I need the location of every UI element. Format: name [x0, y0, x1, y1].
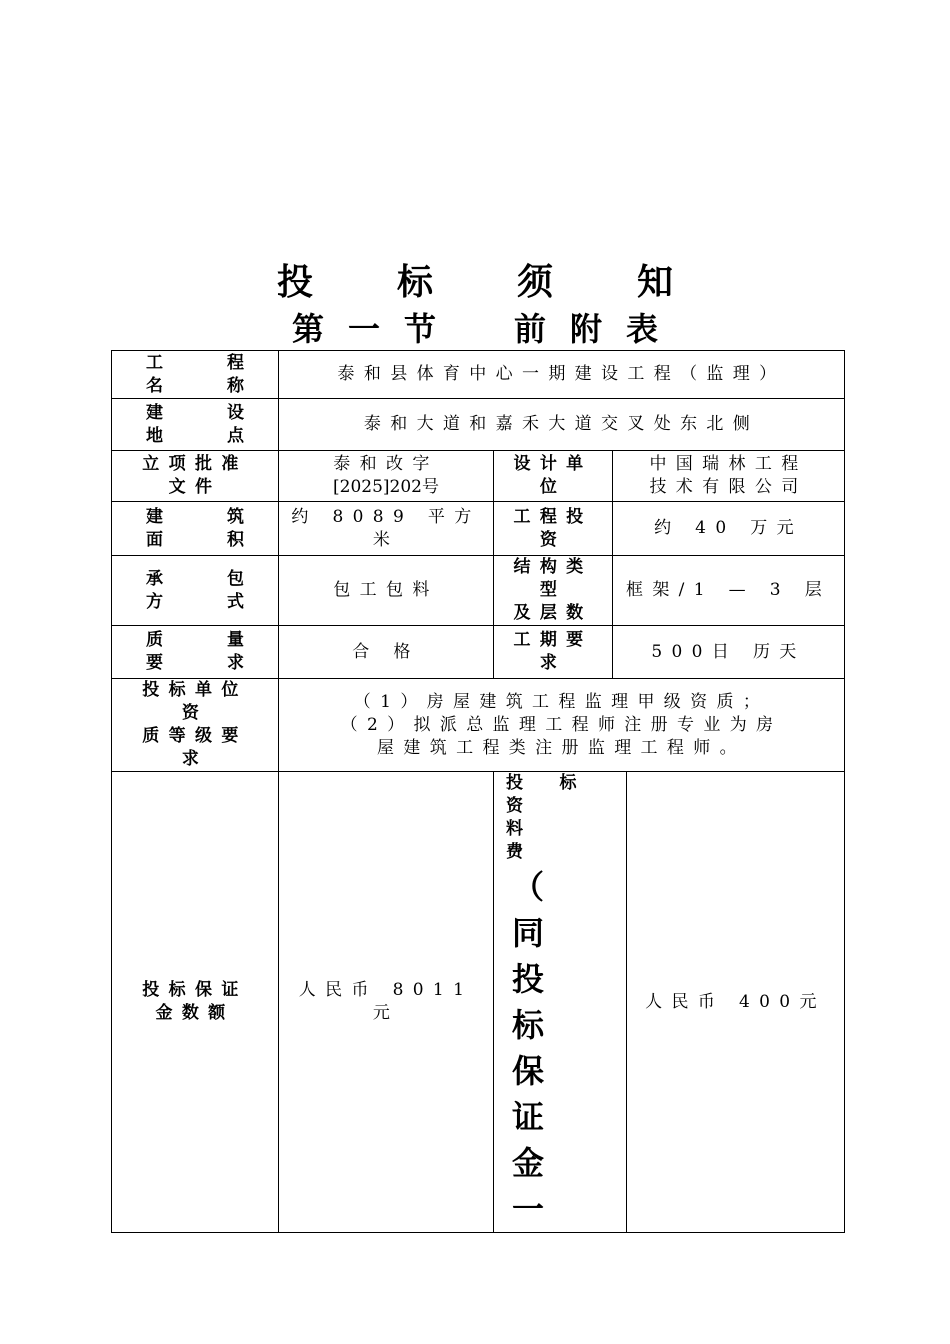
- designer-value: 中国瑞林工程 技术有限公司: [613, 451, 845, 502]
- investment-value: 约 40 万元: [613, 502, 845, 556]
- subtitle-char: 表: [626, 310, 659, 348]
- subtitle-char: 第: [291, 310, 324, 348]
- document-title: [0, 258, 950, 306]
- row-approval: [112, 451, 845, 502]
- row-area: [112, 502, 845, 556]
- approval-label: 立项批准 文件: [112, 451, 279, 502]
- qualification-value: （1）房屋建筑工程监理甲级资质； （2）拟派总监理工程师注册专业为房 屋建筑工程类注册监理工程师。: [279, 679, 845, 772]
- area-label: 建 筑 面 积: [112, 502, 279, 556]
- subtitle-char: 节: [403, 310, 436, 348]
- row-contract: [112, 556, 845, 626]
- bond-value: 人民币 8011 元: [279, 772, 494, 1233]
- row-location: [112, 399, 845, 451]
- subtitle-char: 前: [514, 310, 547, 348]
- designer-label: 设计单 位: [494, 451, 613, 502]
- row-qualification: [112, 679, 845, 772]
- project-name-label: 工 程 名 称: [112, 351, 279, 399]
- row-quality: [112, 626, 845, 679]
- structure-label: 结构类 型 及层数: [494, 556, 613, 626]
- duration-value: 500日 历天: [613, 626, 845, 679]
- investment-label: 工程投 资: [494, 502, 613, 556]
- section-title: [0, 308, 950, 350]
- bond-label: 投标保证 金数额: [112, 772, 279, 1233]
- materials-fee-label: 投 标 资 料 费 （ 同 投 标 保 证 金 一: [494, 772, 627, 1233]
- title-char: 须: [517, 261, 554, 303]
- location-value: 泰和大道和嘉禾大道交叉处东北侧: [279, 399, 845, 451]
- contract-label: 承 包 方 式: [112, 556, 279, 626]
- location-label: 建 设 地 点: [112, 399, 279, 451]
- quality-value: 合 格: [279, 626, 494, 679]
- duration-label: 工期要 求: [494, 626, 613, 679]
- materials-fee-value: 人民币 400元: [627, 772, 845, 1233]
- front-appendix-table: [111, 350, 845, 1233]
- subtitle-char: 附: [570, 310, 603, 348]
- subtitle-char: 一: [347, 310, 380, 348]
- row-bond: [112, 772, 845, 1233]
- contract-value: 包工包料: [279, 556, 494, 626]
- structure-value: 框架/1 — 3 层: [613, 556, 845, 626]
- title-char: 标: [396, 261, 433, 303]
- approval-value: 泰和改字 [2025]202号: [279, 451, 494, 502]
- title-char: 投: [276, 261, 313, 303]
- quality-label: 质 量 要 求: [112, 626, 279, 679]
- area-value: 约 8089 平方米: [279, 502, 494, 556]
- project-name-value: 泰和县体育中心一期建设工程（监理）: [279, 351, 845, 399]
- materials-fee-note: （ 同 投 标 保 证 金 一: [512, 868, 545, 1228]
- title-char: 知: [637, 261, 674, 303]
- qualification-label: 投标单位 资 质等级要 求: [112, 679, 279, 772]
- row-project-name: [112, 351, 845, 399]
